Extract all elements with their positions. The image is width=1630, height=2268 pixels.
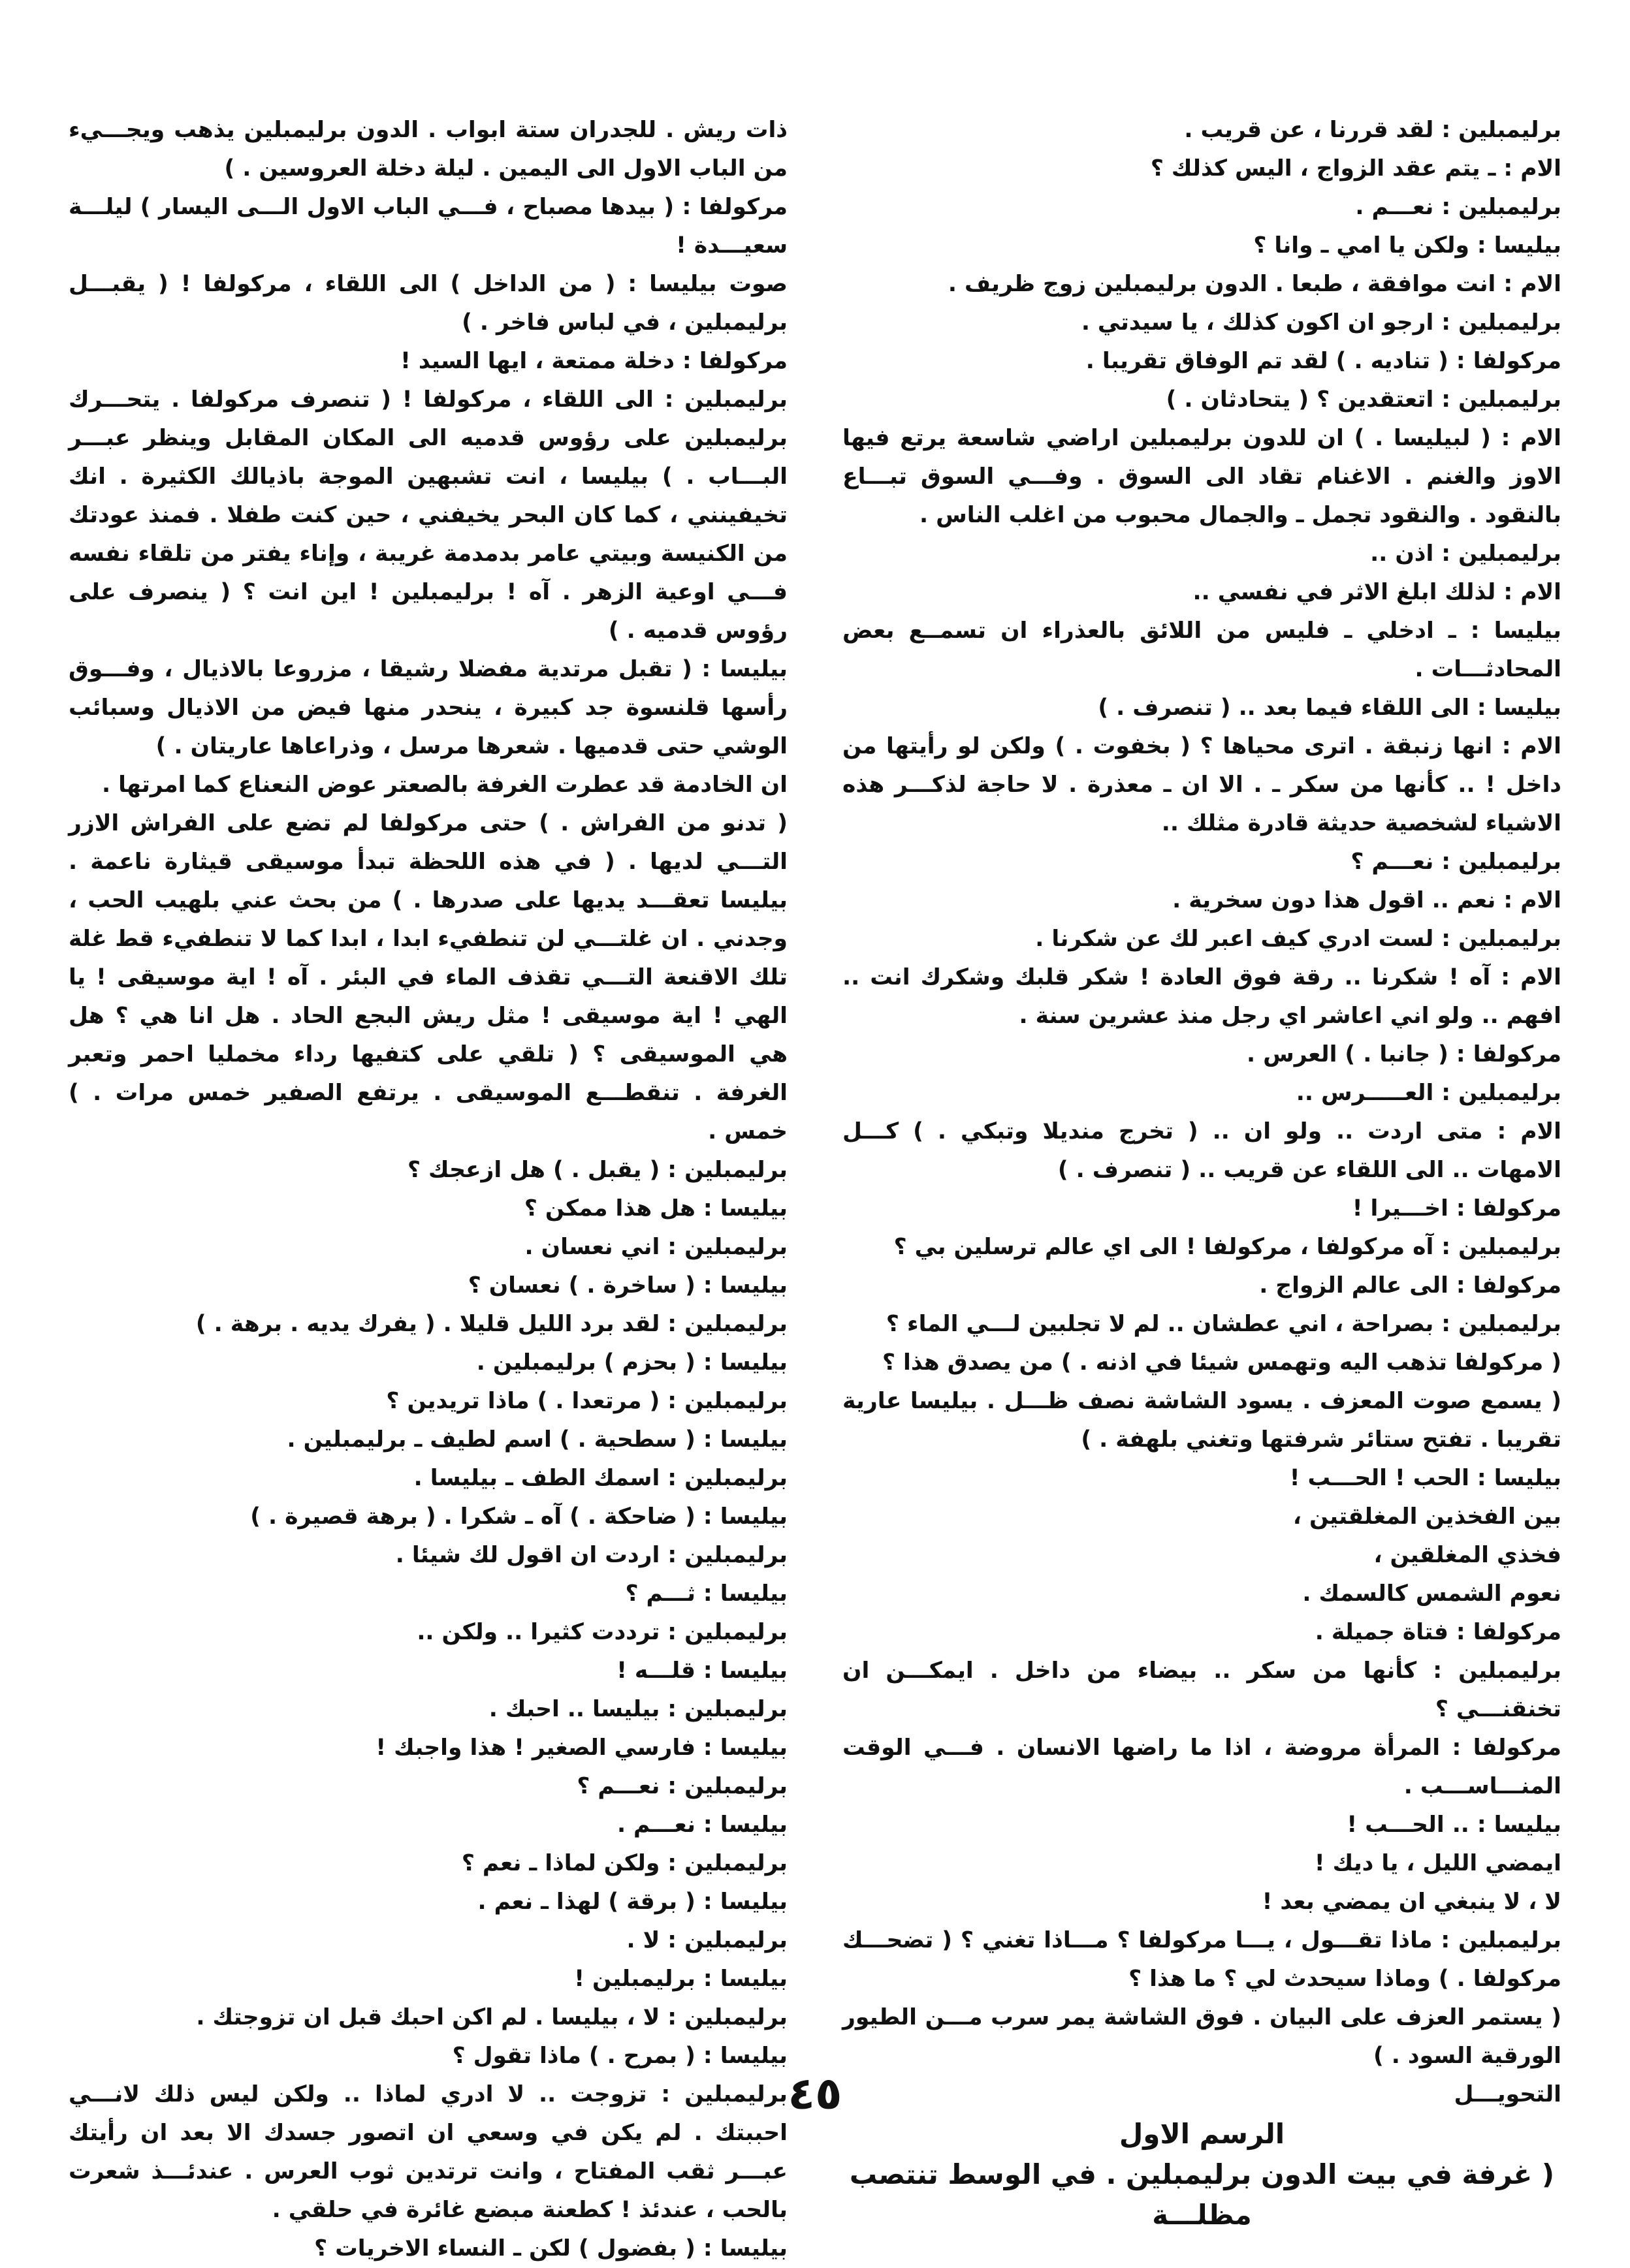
text-line: برليمبلين : ارجو ان اكون كذلك ، يا سيدتي . [1081, 309, 1561, 336]
text-line: الام : ( لبيليسا . ) ان للدون برليمبلين اراضي شاسعة يرتع فيها الاوز والغنم . الاغنام تقاد الى السوق . وفـــي السوق تبـــاع بالنقود . والنقود تجمل ـ والجمال محبوب من اغلب الناس . [842, 425, 1561, 528]
text-line: بيليسا : فارسي الصغير ! هذا واجبك ! [376, 1735, 788, 1761]
text-line: برليمبلين : ( يقبل . ) هل ازعجك ؟ [407, 1157, 788, 1183]
text-line: بيليسا : .. الحـــب ! [1347, 1812, 1561, 1838]
text-line: برليمبلين : لا ، بيليسا . لم اكن احبك قبل ان تزوجتك . [196, 2004, 788, 2030]
text-line: ( مركولفا تذهب اليه وتهمس شيئا في اذنه . ) من يصدق هذا ؟ [882, 1349, 1561, 1376]
text-line: برليمبلين : بصراحة ، اني عطشان .. لم لا تجلبين لـــي الماء ؟ [886, 1311, 1561, 1337]
text-line: نعوم الشمس كالسمك . [1302, 1581, 1561, 1607]
text-line: برليمبلين : آه مركولفا ، مركولفا ! الى اي عالم ترسلين بي ؟ [893, 1234, 1561, 1260]
text-line: برليمبلين : ( مرتعدا . ) ماذا تريدين ؟ [386, 1388, 788, 1414]
text-line: برليمبلين : العـــــرس .. [1296, 1080, 1561, 1106]
text-line: برليمبلين : لقد قررنا ، عن قريب . [1184, 117, 1561, 143]
text-line: برليمبلين : كأنها من سكر .. بيضاء من داخل . ايمكـــن ان تخنقنـــي ؟ [842, 1658, 1561, 1722]
text-line: الام : لذلك ابلغ الاثر في نفسي .. [1192, 579, 1561, 605]
text-line: بيليسا : ( سطحية . ) اسم لطيف ـ برليمبلين . [287, 1426, 788, 1453]
text-line: ايمضي الليل ، يا ديك ! [1314, 1850, 1561, 1876]
text-line: بيليسا : برليمبلين ! [574, 1966, 788, 1992]
text-line: ( يسمع صوت المعزف . يسود الشاشة نصف ظـــل . بيليسا عارية تقريبا . تفتح ستائر شرفتها وتغني بلهفة . ) [842, 1388, 1561, 1453]
text-line: برليمبلين : ولكن لماذا ـ نعم ؟ [461, 1850, 788, 1876]
text-line: الام : انها زنبقة . اترى محياها ؟ ( بخفوت . ) ولكن لو رأيتها من داخل ! .. كأنها من سكر ـ . الا ان ـ معذرة . لا حاجة لذكـــر هذه الاشياء لشخصية حديثة قادرة مثلك .. [842, 733, 1561, 836]
page-number: ٤٥ [788, 2068, 842, 2120]
text-line: بيليسا : ولكن يا امي ـ وانا ؟ [1253, 232, 1561, 259]
text-line: بيليسا : هل هذا ممكن ؟ [524, 1195, 788, 1221]
text-line: برليمبلين : لست ادري كيف اعبر لك عن شكرنا . [1035, 926, 1561, 952]
text-line: برليمبلين : ماذا تقـــول ، يـــا مركولفا ؟ مـــاذا تغني ؟ ( تضحـــك مركولفا . ) وماذا سيحدث لي ؟ ما هذا ؟ [842, 1927, 1561, 1992]
text-line: برليمبلين : اتعتقدين ؟ ( يتحادثان . ) [1166, 386, 1561, 413]
text-line: بيليسا : ( بمرح . ) ماذا تقول ؟ [452, 2043, 788, 2069]
text-line: بيليسا : ثـــم ؟ [625, 1581, 788, 1607]
text-line: برليمبلين : نعـــم . [1355, 194, 1561, 220]
section-heading: الرسم الاول [1119, 2118, 1285, 2150]
left-column [69, 111, 788, 2261]
text-line: بيليسا : ( برقة ) لهذا ـ نعم . [477, 1889, 788, 1915]
text-line: برليمبلين : اسمك الطف ـ بيليسا . [413, 1465, 788, 1491]
text-line: ( يستمر العزف على البيان . فوق الشاشة يمر سرب مـــن الطيور الورقية السود . ) [842, 2004, 1561, 2069]
text-line: برليمبلين : نعـــم ؟ [577, 1773, 788, 1799]
text-line: مركولفا : الى عالم الزواج . [1259, 1272, 1561, 1299]
text-line: الام : آه ! شكرنا .. رقة فوق العادة ! شكر قلبك وشكرك انت .. افهم .. ولو اني اعاشر اي رجل منذ عشرين سنة . [842, 964, 1561, 1029]
text-line: برليمبلين : لقد برد الليل قليلا . ( يفرك يديه . برهة . ) [195, 1311, 788, 1337]
text-line: برليمبلين : ترددت كثيرا .. ولكن .. [417, 1619, 788, 1645]
text-line: بيليسا : ( تقبل مرتدية مفضلا رشيقا ، مزروعا بالاذيال ، وفـــوق رأسها قلنسوة جد كبيرة ، ينحدر منها فيض من الاذيال وسبائب الوشي حتى قدميها . شعرها مرسل ، وذراعاها عاريتان . ) [69, 656, 788, 759]
text-line: بيليسا : الى اللقاء فيما بعد .. ( تنصرف . ) [1098, 695, 1561, 721]
text-line: مركولفا : فتاة جميلة . [1315, 1619, 1561, 1645]
text-line: الام : انت موافقة ، طبعا . الدون برليمبلين زوج ظريف . [948, 271, 1561, 297]
text-line: التحويـــل [1454, 2081, 1561, 2107]
text-line: برليمبلين : نعـــم ؟ [1350, 849, 1561, 875]
text-line: بيليسا : نعـــم . [616, 1812, 788, 1838]
text-line: برليمبلين : اردت ان اقول لك شيئا . [395, 1542, 788, 1568]
text-line: صوت بيليسا : ( من الداخل ) الى اللقاء ، مركولفا ! ( يقبـــل برليمبلين ، في لباس فاخر . ) [69, 271, 788, 336]
text-line: مركولفا : المرأة مروضة ، اذا ما راضها الانسان . فـــي الوقت المنـــاســـب . [842, 1735, 1561, 1799]
text-line: بين الفخذين المغلقتين ، [1292, 1504, 1561, 1530]
text-line: بيليسا : ( بفضول ) لكن ـ النساء الاخريات ؟ [314, 2235, 788, 2261]
text-line: فخذي المغلقين ، [1373, 1542, 1561, 1568]
text-line: برليمبلين : اني نعسان . [524, 1234, 788, 1260]
text-line: برليمبلين : بيليسا .. احبك . [488, 1696, 788, 1722]
text-line: مركولفا : اخـــيرا ! [1352, 1195, 1561, 1221]
text-line: الام : متى اردت .. ولو ان .. ( تخرج منديلا وتبكي . ) كـــل الامهات .. الى اللقاء عن قريب .. ( تنصرف . ) [842, 1118, 1561, 1183]
text-line: مركولفا : ( جانبا . ) العرس . [1246, 1041, 1561, 1067]
text-line: بيليسا : ( ساخرة . ) نعسان ؟ [468, 1272, 788, 1299]
text-line: ( تدنو من الفراش . ) حتى مركولفا لم تضع على الفراش الازر التـــي لديها . ( في هذه اللحظة تبدأ موسيقى قيثارة ناعمة . بيليسا تعقـــد يديها على صدرها . ) من بحث عني بلهيب الحب ، وجدني . ان غلتـــي لن تنطفيء ابدا ، ابدا كما لا تنطفيء قط غلة تلك الاقنعة التـــي تقذف الماء في البئر . آه ! اية موسيقى ! يا الهي ! اية موسيقى ! مثل ريش البجع الحاد . هل انا هي ؟ هل هي الموسيقى ؟ ( تلقي على كتفيها رداء مخمليا احمر وتعبر الغرفة . تنقطـــع الموسيقى . يرتفع الصفير خمس مرات . ) خمس . [69, 810, 788, 1144]
text-line: بيليسا : ( بحزم ) برليمبلين . [476, 1349, 788, 1376]
section-heading: ( غرفة في بيت الدون برليمبلين . في الوسط تنتصب مظلـــة [849, 2158, 1555, 2231]
text-line: مركولفا : دخلة ممتعة ، ايها السيد ! [400, 348, 788, 374]
text-line: بيليسا : قلـــه ! [616, 1658, 788, 1684]
text-line: بيليسا : الحب ! الحـــب ! [1289, 1465, 1561, 1491]
text-line: ذات ريش . للجدران ستة ابواب . الدون برليمبلين يذهب ويجـــيء من الباب الاول الى اليمين . ليلة دخلة العروسين . ) [69, 117, 788, 181]
text-line: الام : ـ يتم عقد الزواج ، اليس كذلك ؟ [1150, 155, 1561, 181]
text-line: بيليسا : ـ ادخلي ـ فليس من اللائق بالعذراء ان تسمــع بعض المحادثـــات . [842, 618, 1561, 682]
text-line: برليمبلين : اذن .. [1370, 541, 1561, 567]
right-column [842, 111, 1561, 2231]
text-line: ان الخادمة قد عطرت الغرفة بالصعتر عوض النعناع كما امرتها . [101, 772, 788, 798]
text-line: برليمبلين : الى اللقاء ، مركولفا ! ( تنصرف مركولفا . يتحـــرك برليمبلين على رؤوس قدميه الى المكان المقابل وينظر عبـــر البـــاب . ) بيليسا ، انت تشبهين الموجة باذيالك الكثيرة . انك تخيفينني ، كما كان البحر يخيفني ، حين كنت طفلا . فمنذ عودتك من الكنيسة وبيتي عامر بدمدمة غريبة ، وإناء يفتر من تلقاء نفسه فـــي اوعية الزهر . آه ! برليمبلين ! اين انت ؟ ( ينصرف على رؤوس قدميه . ) [69, 386, 788, 644]
text-line: برليمبلين : تزوجت .. لا ادري لماذا .. ولكن ليس ذلك لانـــي احببتك . لم يكن في وسعي ان اتصور جسدك الا بعد ان رأيتك عبـــر ثقب المفتاح ، وانت ترتدين ثوب العرس . عندئـــذ شعرت بالحب ، عندئذ ! كطعنة مبضع غائرة في حلقي . [69, 2081, 788, 2223]
text-line: الام : نعم .. اقول هذا دون سخرية . [1172, 887, 1561, 913]
text-line: مركولفا : ( تناديه . ) لقد تم الوفاق تقريبا . [1085, 348, 1561, 374]
text-line: بيليسا : ( ضاحكة . ) آه ـ شكرا . ( برهة قصيرة . ) [250, 1504, 788, 1530]
text-line: مركولفا : ( بيدها مصباح ، فـــي الباب الاول الـــى اليسار ) ليلـــة سعيـــدة ! [69, 194, 788, 259]
text-line: برليمبلين : لا . [626, 1927, 788, 1953]
text-line: لا ، لا ينبغي ان يمضي بعد ! [1262, 1889, 1561, 1915]
